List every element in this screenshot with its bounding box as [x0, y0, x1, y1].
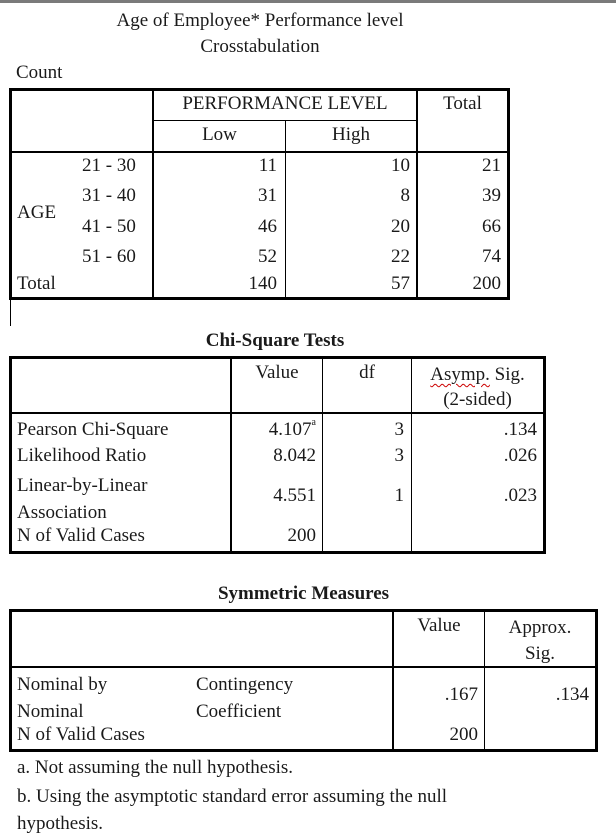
high-header: High [332, 124, 370, 145]
chi-df-header: df [359, 362, 375, 383]
cell-low: 31 [258, 185, 277, 206]
row-label: Linear-by-Linear Association [17, 475, 148, 523]
cell-total: 200 [472, 273, 501, 294]
crosstab-title [60, 8, 460, 60]
cell-total: 66 [482, 216, 501, 237]
cell-total: 74 [482, 246, 501, 267]
cell-value: 200 [287, 525, 316, 546]
cell-high: 57 [391, 273, 410, 294]
cell-high: 22 [391, 246, 410, 267]
row-label: 41 - 50 [82, 216, 136, 237]
cell-high: 8 [400, 185, 410, 206]
chi-value-header: Value [255, 362, 299, 383]
cell-low: 11 [258, 155, 277, 176]
cell-sig: .134 [555, 684, 589, 705]
row-sublabel: Contingency Coefficient [196, 674, 294, 722]
row-label: Pearson Chi-Square [17, 419, 169, 440]
footnote-b: b. Using the asymptotic standard error assuming the null hypothesis. [17, 786, 448, 834]
cell-value: .167 [444, 684, 478, 705]
cell-sig: .023 [503, 485, 537, 506]
sym-sig-header: Approx. Sig. [508, 617, 572, 664]
footnote-marker: a [311, 417, 316, 428]
cell-low: 140 [248, 273, 277, 294]
cell-high: 20 [391, 216, 410, 237]
chi-square-title: Chi-Square Tests [205, 330, 345, 351]
cell-value: 4.107$^a$ [268, 417, 316, 440]
cell-value: 200 [449, 724, 478, 745]
crosstab-title-line2: Crosstabulation [200, 36, 320, 57]
row-label: 51 - 60 [82, 246, 136, 267]
crosstab-title-line1: Age of Employee* Performance level [116, 10, 404, 31]
row-label: N of Valid Cases [17, 525, 145, 546]
cell-df: 1 [394, 485, 404, 506]
two-sided-label: (2-sided) [443, 389, 512, 410]
window-top-edge [0, 0, 616, 3]
performance-level-header: PERFORMANCE LEVEL [182, 93, 388, 114]
row-label: Likelihood Ratio [17, 445, 147, 466]
row-label: Nominal by Nominal [17, 674, 108, 722]
sym-value-header: Value [417, 615, 461, 636]
footnote-a: a. Not assuming the null hypothesis. [17, 757, 294, 778]
cell-df: 3 [394, 445, 404, 466]
cell-total: 39 [482, 185, 501, 206]
cell-df: 3 [394, 419, 404, 440]
sig-word: Sig. [494, 364, 525, 385]
cell-low: 46 [258, 216, 277, 237]
row-label: Total [17, 273, 56, 294]
count-label: Count [16, 62, 63, 83]
cell-sig: .134 [503, 419, 537, 440]
row-label: N of Valid Cases [17, 724, 145, 745]
cell-sig: .026 [503, 445, 537, 466]
cell-value: 8.042 [273, 445, 316, 466]
cell-value: 4.551 [273, 485, 316, 506]
total-header: Total [443, 93, 482, 114]
low-header: Low [202, 124, 237, 145]
cell-total: 21 [482, 155, 501, 176]
cell-low: 52 [258, 246, 277, 267]
symmetric-title: Symmetric Measures [217, 583, 390, 604]
age-label: AGE [17, 202, 57, 223]
row-label: 31 - 40 [82, 185, 136, 206]
chi-sig-header [412, 362, 543, 412]
cell-high: 10 [391, 155, 410, 176]
row-label: 21 - 30 [82, 155, 136, 176]
asymp-word: Asymp. [430, 364, 490, 385]
